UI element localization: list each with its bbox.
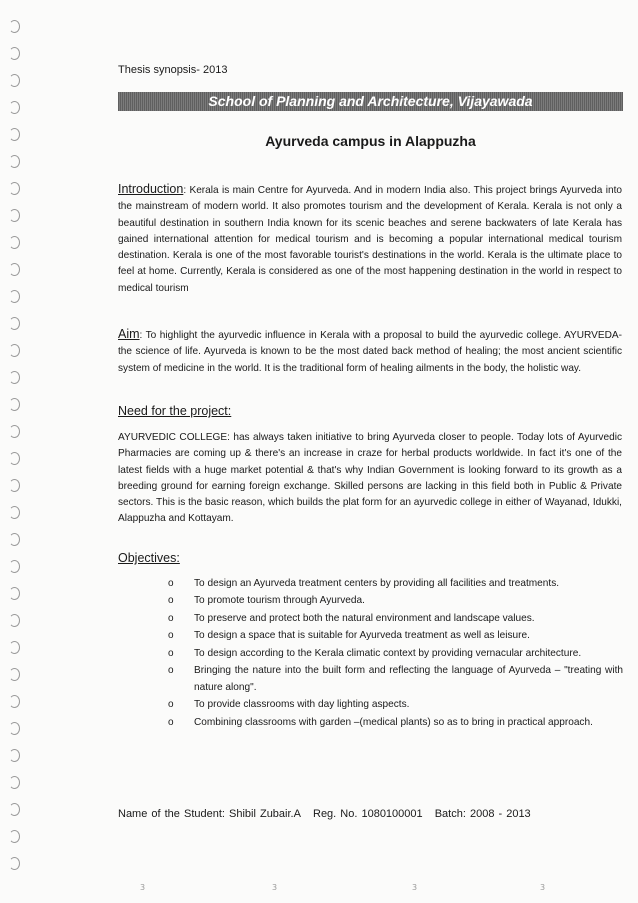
aim-text: : To highlight the ayurvedic influence in Kerala with a proposal to build the ayurvedic college. AYURVEDA- the science of life. Ayurveda is known to be the most dated back method of healing; the most ancient scientific system of medicine in the world. It is the traditional form of healing ailments in the body, the holistic way. — [118, 330, 622, 374]
binder-hole — [9, 695, 20, 708]
binder-hole — [9, 317, 20, 330]
stray-mark: 3 — [412, 883, 418, 892]
binder-hole — [9, 182, 20, 195]
binder-hole — [9, 641, 20, 654]
objective-item — [168, 576, 623, 592]
objective-item — [168, 646, 623, 662]
objectives-heading: Objectives: — [118, 551, 180, 565]
introduction-section — [118, 181, 622, 297]
binder-hole — [9, 614, 20, 627]
binder-hole — [9, 533, 20, 546]
bullet-marker: o — [168, 665, 174, 677]
objectives-list — [168, 576, 623, 732]
objective-item — [168, 715, 623, 731]
aim-heading: Aim — [118, 327, 140, 341]
binder-hole — [9, 425, 20, 438]
student-name: Name of the Student: Shibil Zubair.A — [118, 808, 301, 820]
bullet-marker: o — [168, 647, 174, 659]
objective-item — [168, 697, 623, 713]
school-banner: School of Planning and Architecture, Vijayawada — [118, 92, 623, 111]
binder-hole — [9, 668, 20, 681]
binder-hole — [9, 857, 20, 870]
objective-item — [168, 611, 623, 627]
bullet-marker: o — [168, 699, 174, 711]
bullet-marker: o — [168, 595, 174, 607]
bullet-marker: o — [168, 630, 174, 642]
aim-section — [118, 326, 622, 377]
introduction-heading: Introduction — [118, 182, 184, 196]
binder-hole — [9, 587, 20, 600]
objective-item — [168, 593, 623, 609]
binder-hole — [9, 830, 20, 843]
binder-hole — [9, 236, 20, 249]
bullet-marker: o — [168, 578, 174, 589]
objective-text: Combining classrooms with garden –(medical plants) so as to bring in practical approach. — [194, 716, 593, 728]
need-text: AYURVEDIC COLLEGE: has always taken initiative to bring Ayurveda closer to people. Today lots of Ayurvedic Pharmacies are coming up & there's an increase in craze for herbal products worldwide. In fact it's one of the latest fields with a huge market potential & that's why Indian Government is looking forward to its growth as a breeding ground for earning foreign exchange. Skilled persons are lacking in this field both in Public & Private sectors. This is the basic reason, which builds the plat form for an ayurvedic college in either of Wayanad, Idukki, Alappuzha and Kottayam. — [118, 432, 622, 525]
objective-text: To promote tourism through Ayurveda. — [194, 595, 365, 607]
binder-punch-holes — [0, 0, 30, 903]
introduction-text: : Kerala is main Centre for Ayurveda. And in modern India also. This project brings Ayurveda into the mainstream of modern world. It also promotes tourism and the development of Kerala. Kerala is not only a beautiful destination in southern India known for its scenic beaches and serene backwaters of late Kerala has gained international attention for medical tourism and is becoming a popular international medical tourism destination. Kerala is one of the most favorable tourist's destinations in the world. Kerala is the ultimate place to feel at home. Currently, Kerala is considered as one of the most happening destination in the world in respect to medical tourism — [118, 185, 622, 294]
binder-hole — [9, 371, 20, 384]
binder-hole — [9, 47, 20, 60]
need-heading: Need for the project: — [118, 404, 232, 418]
binder-hole — [9, 101, 20, 114]
binder-hole — [9, 452, 20, 465]
footer-info — [118, 808, 539, 820]
binder-hole — [9, 803, 20, 816]
binder-hole — [9, 263, 20, 276]
binder-hole — [9, 20, 20, 33]
document-title: Ayurveda campus in Alappuzha — [265, 133, 476, 149]
stray-mark: 3 — [540, 883, 546, 892]
binder-hole — [9, 722, 20, 735]
binder-hole — [9, 560, 20, 573]
binder-hole — [9, 776, 20, 789]
binder-hole — [9, 344, 20, 357]
batch-years: Batch: 2008 - 2013 — [434, 808, 531, 820]
objective-text: To design according to the Kerala climatic context by providing vernacular architecture. — [194, 647, 582, 659]
objective-text: To provide classrooms with day lighting aspects. — [194, 699, 410, 711]
objective-item — [168, 663, 623, 696]
stray-mark: 3 — [272, 883, 278, 892]
binder-hole — [9, 74, 20, 87]
objective-text: Bringing the nature into the built form and reflecting the language of Ayurveda – "treating with nature along". — [194, 665, 623, 693]
binder-hole — [9, 128, 20, 141]
objective-text: To design a space that is suitable for Ayurveda treatment as well as leisure. — [194, 630, 530, 642]
binder-hole — [9, 398, 20, 411]
bullet-marker: o — [168, 612, 174, 624]
binder-hole — [9, 209, 20, 222]
bullet-marker: o — [168, 716, 174, 728]
binder-hole — [9, 290, 20, 303]
objective-item — [168, 628, 623, 644]
objective-text: To preserve and protect both the natural environment and landscape values. — [194, 612, 535, 624]
registration-number: Reg. No. 1080100001 — [313, 808, 423, 820]
binder-hole — [9, 155, 20, 168]
stray-mark: 3 — [140, 883, 146, 892]
binder-hole — [9, 479, 20, 492]
binder-hole — [9, 749, 20, 762]
objective-text: To design an Ayurveda treatment centers by providing all facilities and treatments. — [194, 578, 560, 589]
binder-hole — [9, 506, 20, 519]
thesis-synopsis-label: Thesis synopsis- 2013 — [118, 64, 228, 76]
